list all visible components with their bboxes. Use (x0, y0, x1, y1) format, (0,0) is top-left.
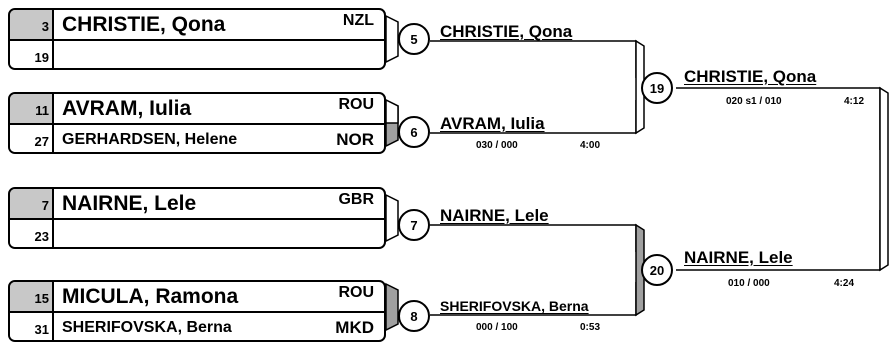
match-number-circle[interactable]: 20 (641, 254, 673, 286)
nation-code: NOR (336, 129, 374, 149)
player-name: AVRAM, Iulia (62, 96, 192, 120)
match-number-circle[interactable]: 7 (398, 209, 430, 241)
match-time: 0:53 (580, 322, 601, 333)
match-winner-name: NAIRNE, Lele (440, 206, 549, 225)
match-winner-name: CHRISTIE, Qona (684, 67, 817, 86)
match-box-2 (8, 92, 386, 154)
nation-code: ROU (338, 284, 374, 301)
match-box-3 (8, 187, 386, 249)
seed-number: 23 (10, 220, 54, 249)
match-score: 000 / 100 (476, 322, 518, 333)
player-name: CHRISTIE, Qona (62, 12, 226, 36)
seed-number: 27 (10, 125, 54, 154)
match-time: 4:24 (834, 278, 855, 289)
nation-code: MKD (335, 317, 374, 337)
r1-connector-2 (386, 100, 398, 146)
player-name: MICULA, Ramona (62, 284, 239, 308)
match-score: 030 / 000 (476, 140, 518, 151)
nation-code: GBR (338, 191, 374, 208)
match-score: 020 s1 / 010 (726, 96, 782, 107)
seed-number: 19 (10, 41, 54, 70)
r1-connector-3 (386, 195, 398, 241)
match-box-4 (8, 280, 386, 342)
match-time: 4:00 (580, 140, 601, 151)
match-number-circle[interactable]: 6 (398, 116, 430, 148)
player-row[interactable] (10, 125, 384, 154)
seed-number: 7 (10, 189, 54, 218)
player-row[interactable] (10, 10, 384, 41)
player-name: GERHARDSEN, Helene (62, 130, 238, 148)
r2-line-match7 (430, 225, 636, 252)
r2-line-match5 (430, 41, 636, 78)
match-time: 4:12 (844, 96, 865, 107)
seed-number: 3 (10, 10, 54, 39)
r1-connector-4 (386, 284, 398, 330)
match-winner-name: CHRISTIE, Qona (440, 22, 573, 41)
r3-connector (880, 88, 888, 270)
player-name: NAIRNE, Lele (62, 191, 197, 215)
match-number-circle[interactable]: 19 (641, 72, 673, 104)
match-winner-name: NAIRNE, Lele (684, 248, 793, 267)
nation-code: ROU (338, 96, 374, 113)
match-winner-name: AVRAM, Iulia (440, 114, 545, 133)
player-row[interactable] (10, 41, 384, 70)
player-row[interactable] (10, 313, 384, 342)
nation-code: NZL (342, 12, 374, 29)
match-number-circle[interactable]: 5 (398, 23, 430, 55)
player-row[interactable] (10, 189, 384, 220)
player-row[interactable] (10, 282, 384, 313)
match-winner-name: SHERIFOVSKA, Berna (440, 298, 589, 314)
player-row[interactable] (10, 220, 384, 249)
seed-number: 11 (10, 94, 54, 123)
seed-number: 31 (10, 313, 54, 342)
match-number-circle[interactable]: 8 (398, 300, 430, 332)
player-name: SHERIFOVSKA, Berna (62, 318, 232, 336)
player-row[interactable] (10, 94, 384, 125)
match-box-1 (8, 8, 386, 70)
seed-number: 15 (10, 282, 54, 311)
match-score: 010 / 000 (728, 278, 770, 289)
